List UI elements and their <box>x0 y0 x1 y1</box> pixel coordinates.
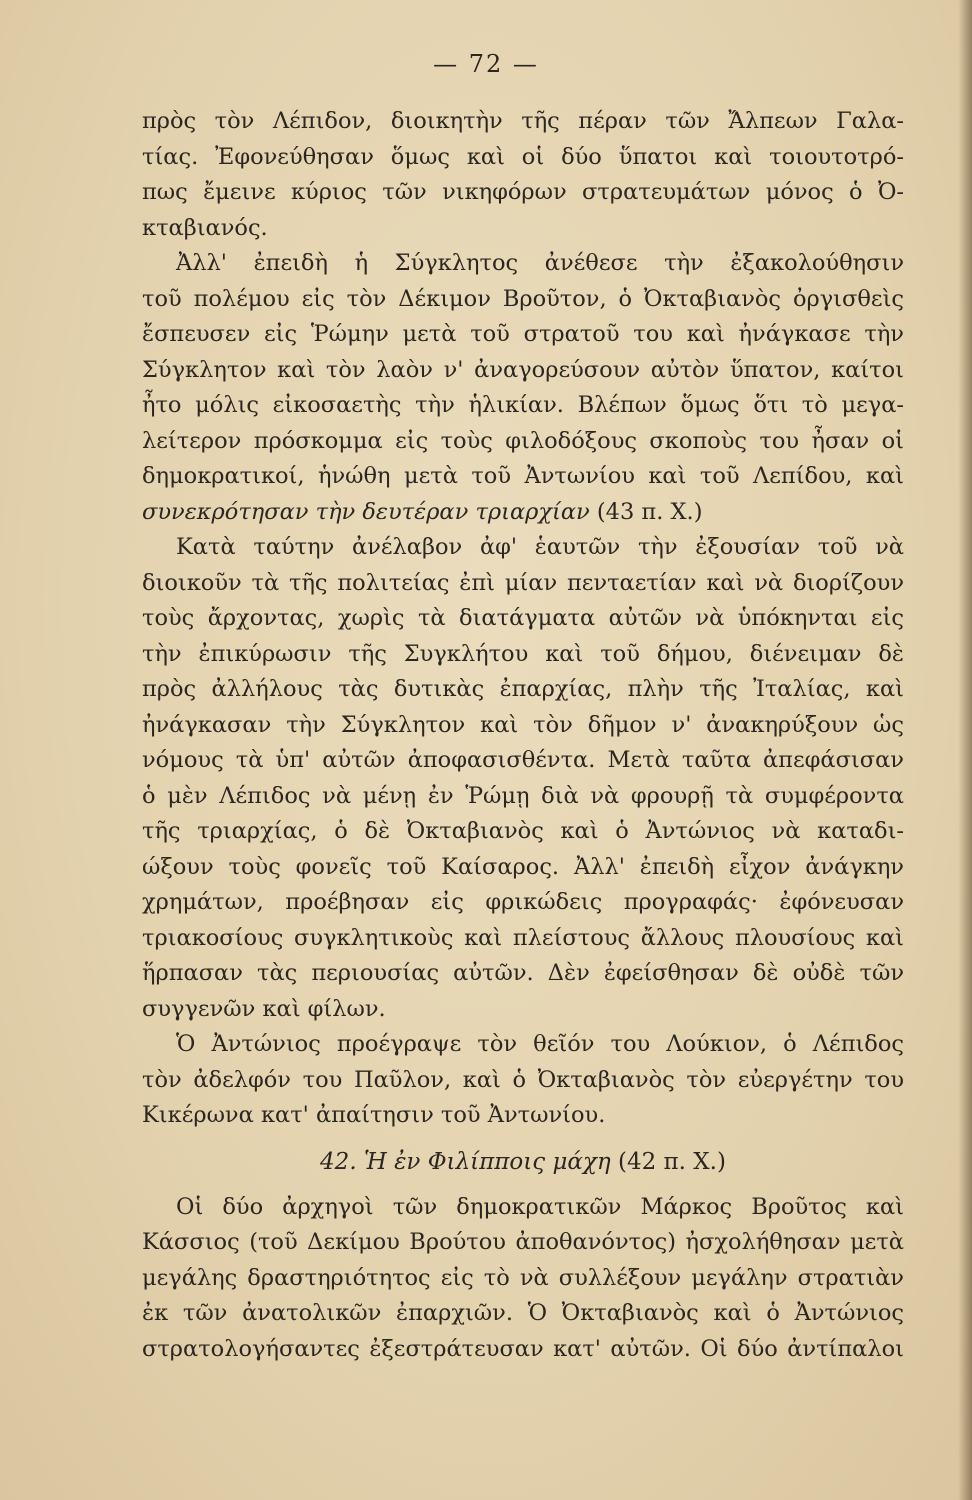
text-line: τὸν ἀδελφόν του Παῦλον, καὶ ὁ Ὀκταβιανὸς τὸν εὐεργέτην του <box>142 1066 904 1093</box>
text-line: Ἀλλ' ἐπειδὴ ἡ Σύγκλητος ἀνέθεσε τὴν ἐξακολούθησιν <box>176 250 904 276</box>
text-line: ἔσπευσεν εἰς Ῥώμην μετὰ τοῦ στρατοῦ του καὶ ἠνάγκασε τὴν <box>142 321 904 347</box>
text-line: ὁ μὲν Λέπιδος νὰ μένῃ ἐν Ῥώμῃ διὰ νὰ φρουρῇ τὰ συμφέροντα <box>142 782 904 809</box>
text-line: ἐκ τῶν ἀνατολικῶν ἐπαρχιῶν. Ὁ Ὀκταβιανὸς καὶ ὁ Ἀντώνιος <box>142 1300 904 1326</box>
section-heading <box>142 1134 904 1190</box>
text-line: τριακοσίους συγκλητικοὺς καὶ πλείστους ἄλλους πλουσίους καὶ <box>142 924 904 951</box>
text-line: λείτερον πρόσκομμα εἰς τοὺς φιλοδόξους σκοποὺς του ἦσαν οἱ <box>142 427 904 454</box>
text-line: κταβιανός. <box>142 214 268 241</box>
text-line <box>142 495 904 531</box>
text-line: χρημάτων, προέβησαν εἰς φρικώδεις προγραφάς· ἐφόνευσαν <box>142 889 904 915</box>
text-line: Οἱ δύο ἀρχηγοὶ τῶν δημοκρατικῶν Μάρκος Βροῦτος καὶ <box>176 1193 904 1220</box>
text-line: πρὸς ἀλλήλους τὰς δυτικὰς ἐπαρχίας, πλὴν τῆς Ἰταλίας, καὶ <box>142 676 904 702</box>
paragraph-1 <box>142 104 904 246</box>
text-line: ἠνάγκασαν τὴν Σύγκλητον καὶ τὸν δῆμον ν' ἀνακηρύξουν ὡς <box>142 711 904 738</box>
text-line: δημοκρατικοί, ἡνώθη μετὰ τοῦ Ἀντωνίου καὶ τοῦ Λεπίδου, καὶ <box>142 463 904 489</box>
italic-term: συνεκρότησαν τὴν δευτέραν τριαρχίαν <box>142 498 590 525</box>
text-line: Σύγκλητον καὶ τὸν λαὸν ν' ἀναγορεύσουν αὐτὸν ὕπατον, καίτοι <box>142 356 904 383</box>
text-line: τίας. Ἐφονεύθησαν ὅμως καὶ οἱ δύο ὕπατοι καὶ τοιουτοτρό- <box>142 143 904 170</box>
text-line: Κατὰ ταύτην ἀνέλαβον ἀφ' ἑαυτῶν τὴν ἐξουσίαν τοῦ νὰ <box>176 534 904 560</box>
date-note: (43 π. Χ.) <box>589 498 703 525</box>
section-date: (42 π. Χ.) <box>617 1148 726 1175</box>
section-title: Ἡ ἐν Φιλίπποις μάχη <box>363 1148 611 1175</box>
paragraph-4 <box>142 1027 904 1134</box>
text-line: τῆς τριαρχίας, ὁ δὲ Ὀκταβιανὸς καὶ ὁ Ἀντώνιος νὰ καταδι- <box>142 818 904 844</box>
text-line: συγγενῶν καὶ φίλων. <box>142 995 386 1022</box>
page-number: — 72 — <box>433 50 539 78</box>
section-number: 42. <box>320 1148 357 1175</box>
paragraph-5 <box>142 1190 904 1368</box>
text-line: ἦτο μόλις εἰκοσαετὴς τὴν ἡλικίαν. Βλέπων ὅμως ὅτι τὸ μεγα- <box>142 392 904 418</box>
text-line: πρὸς τὸν Λέπιδον, διοικητὴν τῆς πέραν τῶν Ἄλπεων Γαλα- <box>142 108 904 134</box>
text-line: τὴν ἐπικύρωσιν τῆς Συγκλήτου καὶ τοῦ δήμου, διένειμαν δὲ <box>142 640 904 667</box>
text-line: Κικέρωνα κατ' ἀπαίτησιν τοῦ Ἀντωνίου. <box>142 1102 606 1128</box>
page-edge-shadow <box>958 0 972 1500</box>
text-line: ἥρπασαν τὰς περιουσίας αὐτῶν. Δὲν ἐφείσθησαν δὲ οὐδὲ τῶν <box>142 960 904 986</box>
page-body <box>142 104 904 1367</box>
text-line: Ὁ Ἀντώνιος προέγραψε τὸν θεῖόν του Λούκιον, ὁ Λέπιδος <box>176 1031 904 1057</box>
text-line: πως ἔμεινε κύριος τῶν νικηφόρων στρατευμάτων μόνος ὁ Ὀ- <box>142 179 904 205</box>
text-line: ώξουν τοὺς φονεῖς τοῦ Καίσαρος. Ἀλλ' ἐπειδὴ εἶχον ἀνάγκην <box>142 853 904 880</box>
paragraph-2 <box>142 246 904 530</box>
text-line: τοῦ πολέμου εἰς τὸν Δέκιμον Βροῦτον, ὁ Ὀκταβιανὸς ὀργισθεὶς <box>142 285 904 312</box>
paragraph-3 <box>142 530 904 1027</box>
text-line: Κάσσιος (τοῦ Δεκίμου Βρούτου ἀποθανόντος) ἠσχολήθησαν μετὰ <box>142 1229 904 1255</box>
text-line: μεγάλης δραστηριότητος εἰς τὸ νὰ συλλέξουν μεγάλην στρατιὰν <box>142 1264 904 1291</box>
text-line: τοὺς ἄρχοντας, χωρὶς τὰ διατάγματα αὐτῶν νὰ ὑπόκηνται εἰς <box>142 605 904 631</box>
text-line: στρατολογήσαντες ἐξεστράτευσαν κατ' αὐτῶν. Οἱ δύο ἀντίπαλοι <box>142 1335 904 1362</box>
text-line: διοικοῦν τὰ τῆς πολιτείας ἐπὶ μίαν πενταετίαν καὶ νὰ διορίζουν <box>142 569 904 596</box>
text-line: νόμους τὰ ὑπ' αὐτῶν ἀποφασισθέντα. Μετὰ ταῦτα ἀπεφάσισαν <box>142 747 904 773</box>
